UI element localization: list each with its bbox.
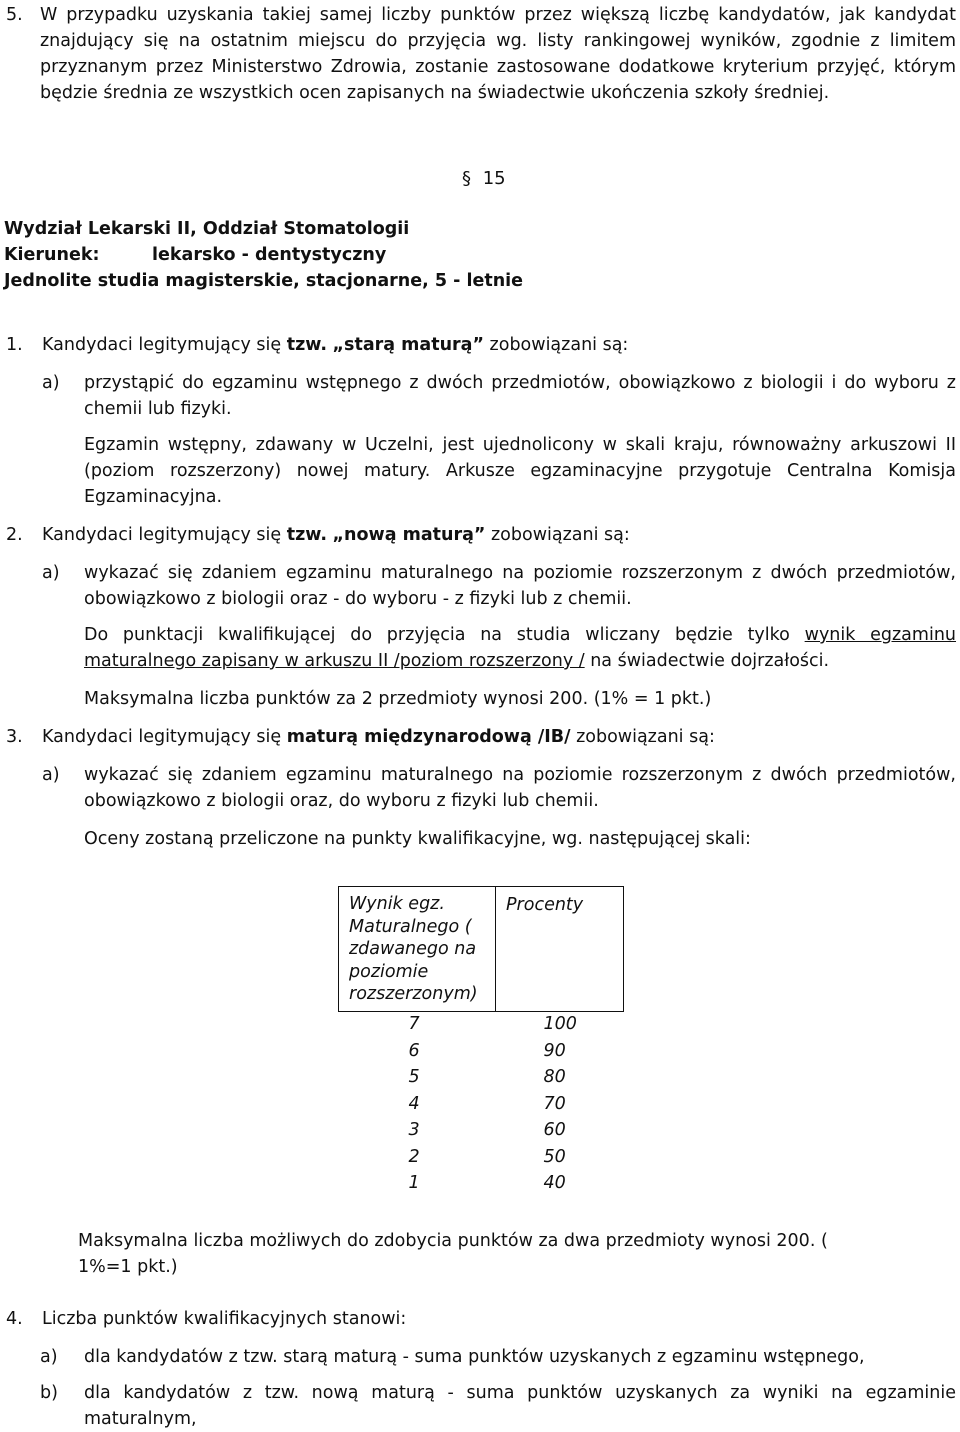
item-4b-marker: b) [40, 1383, 58, 1403]
grade-scale-table [338, 886, 624, 1198]
item-5-text: W przypadku uzyskania takiej samej liczby punktów przez większą liczbę kandydatów, jak kandydat znajdujący się na ostatnim miejscu do przyjęcia wg. listy rankingowej wyników, zgodnie z limitem przyznanym przez Ministerstwo Zdrowia, zostanie zastosowane dodatkowe kryterium przyjęć, którym będzie średnia ze wszystkich ocen zapisanych na świadectwie ukończenia szkoły średniej. [40, 5, 956, 103]
grade-scale-header-percent: Procenty [496, 887, 624, 1012]
item-1-text-bold-b: „starą maturą” [332, 335, 484, 355]
percent-cell: 40 [543, 1173, 566, 1193]
item-2-note [84, 622, 956, 674]
grade-cell: 6 [408, 1040, 420, 1061]
grade-cell: 1 [408, 1173, 420, 1193]
grade-scale-header-row [339, 887, 624, 1012]
item-2-text-lead: Kandydaci legitymujący się [42, 525, 287, 545]
item-1-text-lead: Kandydaci legitymujący się [42, 335, 287, 355]
item-3a-marker: a) [42, 765, 60, 785]
table-row [339, 1065, 624, 1092]
item-3-text [42, 724, 715, 750]
item-4a-marker: a) [40, 1347, 58, 1367]
section-heading [462, 166, 506, 192]
grade-scale-header-exam: Wynik egz. Maturalnego ( zdawanego na poziomie rozszerzonym) [339, 887, 496, 1012]
item-2-note-tail: na świadectwie dojrzałości. [584, 651, 830, 671]
item-1-text [42, 332, 628, 358]
section-number: 15 [482, 168, 506, 189]
item-1-note: Egzamin wstępny, zdawany w Uczelni, jest ujednolicony w skali kraju, równoważny arkuszowi II (poziom rozszerzony) nowej matury. Arkusze egzaminacyjne przygotuje Centralna Komisja Egzaminacyjna. [84, 435, 956, 507]
item-2a-text: wykazać się zdaniem egzaminu maturalnego na poziomie rozszerzonym z dwóch przedmiotów, obowiązkowo z biologii oraz - do wyboru - z fizyki lub z chemii. [84, 563, 956, 609]
item-4b-text: dla kandydatów z tzw. nową maturą - suma punktów uzyskanych za wyniki na egzaminie maturalnym, [84, 1383, 956, 1429]
percent-cell: 50 [543, 1146, 566, 1167]
grade-cell: 7 [408, 1014, 420, 1034]
item-2-text [42, 522, 630, 548]
faculty-title: Wydział Lekarski II, Oddział Stomatologii [4, 219, 410, 239]
item-3-text-bold: maturą międzynarodową /IB/ [286, 727, 571, 747]
item-1a-marker: a) [42, 373, 60, 393]
table-row [339, 1039, 624, 1066]
table-row [339, 1171, 624, 1198]
percent-cell: 60 [543, 1120, 566, 1140]
item-3-number: 3. [6, 727, 23, 747]
item-2-note-underlined: wynik egzaminu maturalnego zapisany w arkuszu II /poziom rozszerzony / [84, 625, 957, 671]
item-3a-text: wykazać się zdaniem egzaminu maturalnego na poziomie rozszerzonym z dwóch przedmiotów, obowiązkowo z biologii oraz, do wyboru z fizyki lub chemii. [84, 765, 956, 811]
item-1a-text: przystąpić do egzaminu wstępnego z dwóch przedmiotów, obowiązkowo z biologii i do wyboru z chemii lub fizyki. [84, 373, 956, 419]
direction-line [4, 242, 387, 268]
item-4-number: 4. [6, 1309, 23, 1329]
max-possible-points: Maksymalna liczba możliwych do zdobycia punktów za dwa przedmioty wynosi 200. ( 1%=1 pkt.) [78, 1231, 828, 1277]
item-2a-marker: a) [42, 563, 60, 583]
item-3-text-lead: Kandydaci legitymujący się [42, 727, 287, 747]
item-1-text-bold-a: tzw. [286, 335, 327, 355]
percent-cell: 80 [543, 1067, 566, 1087]
table-row [339, 1092, 624, 1119]
item-3-scale-intro: Oceny zostaną przeliczone na punkty kwalifikacyjne, wg. następującej skali: [84, 829, 751, 849]
item-2-note-lead: Do punktacji kwalifikującej do przyjęcia na studia wliczany będzie tylko [84, 625, 805, 645]
table-row [339, 1012, 624, 1039]
table-row [339, 1145, 624, 1172]
percent-cell: 100 [543, 1014, 577, 1034]
direction-label: Kierunek: [4, 245, 100, 265]
item-2-text-bold-a: tzw. [286, 525, 327, 545]
table-row [339, 1118, 624, 1145]
item-2-text-bold-b: „nową maturą” [332, 525, 486, 545]
item-4a-text: dla kandydatów z tzw. starą maturą - suma punktów uzyskanych z egzaminu wstępnego, [84, 1347, 865, 1367]
item-2-max-points: Maksymalna liczba punktów za 2 przedmioty wynosi 200. (1% = 1 pkt.) [84, 689, 712, 709]
percent-cell: 70 [543, 1093, 566, 1114]
grade-cell: 5 [408, 1067, 420, 1087]
item-1-text-tail: zobowiązani są: [483, 335, 629, 355]
direction-value: lekarsko - dentystyczny [152, 245, 387, 265]
grade-cell: 4 [408, 1093, 420, 1114]
item-2-number: 2. [6, 525, 23, 545]
percent-cell: 90 [543, 1040, 566, 1061]
item-4-text: Liczba punktów kwalifikacyjnych stanowi: [42, 1309, 407, 1329]
grade-cell: 2 [408, 1146, 420, 1167]
study-type: Jednolite studia magisterskie, stacjonarne, 5 - letnie [4, 271, 524, 291]
item-1-number: 1. [6, 335, 23, 355]
grade-cell: 3 [408, 1120, 420, 1140]
section-symbol: § [462, 168, 471, 189]
item-2-text-tail: zobowiązani są: [485, 525, 630, 545]
item-5-number: 5. [6, 5, 23, 25]
item-3-text-tail: zobowiązani są: [570, 727, 715, 747]
